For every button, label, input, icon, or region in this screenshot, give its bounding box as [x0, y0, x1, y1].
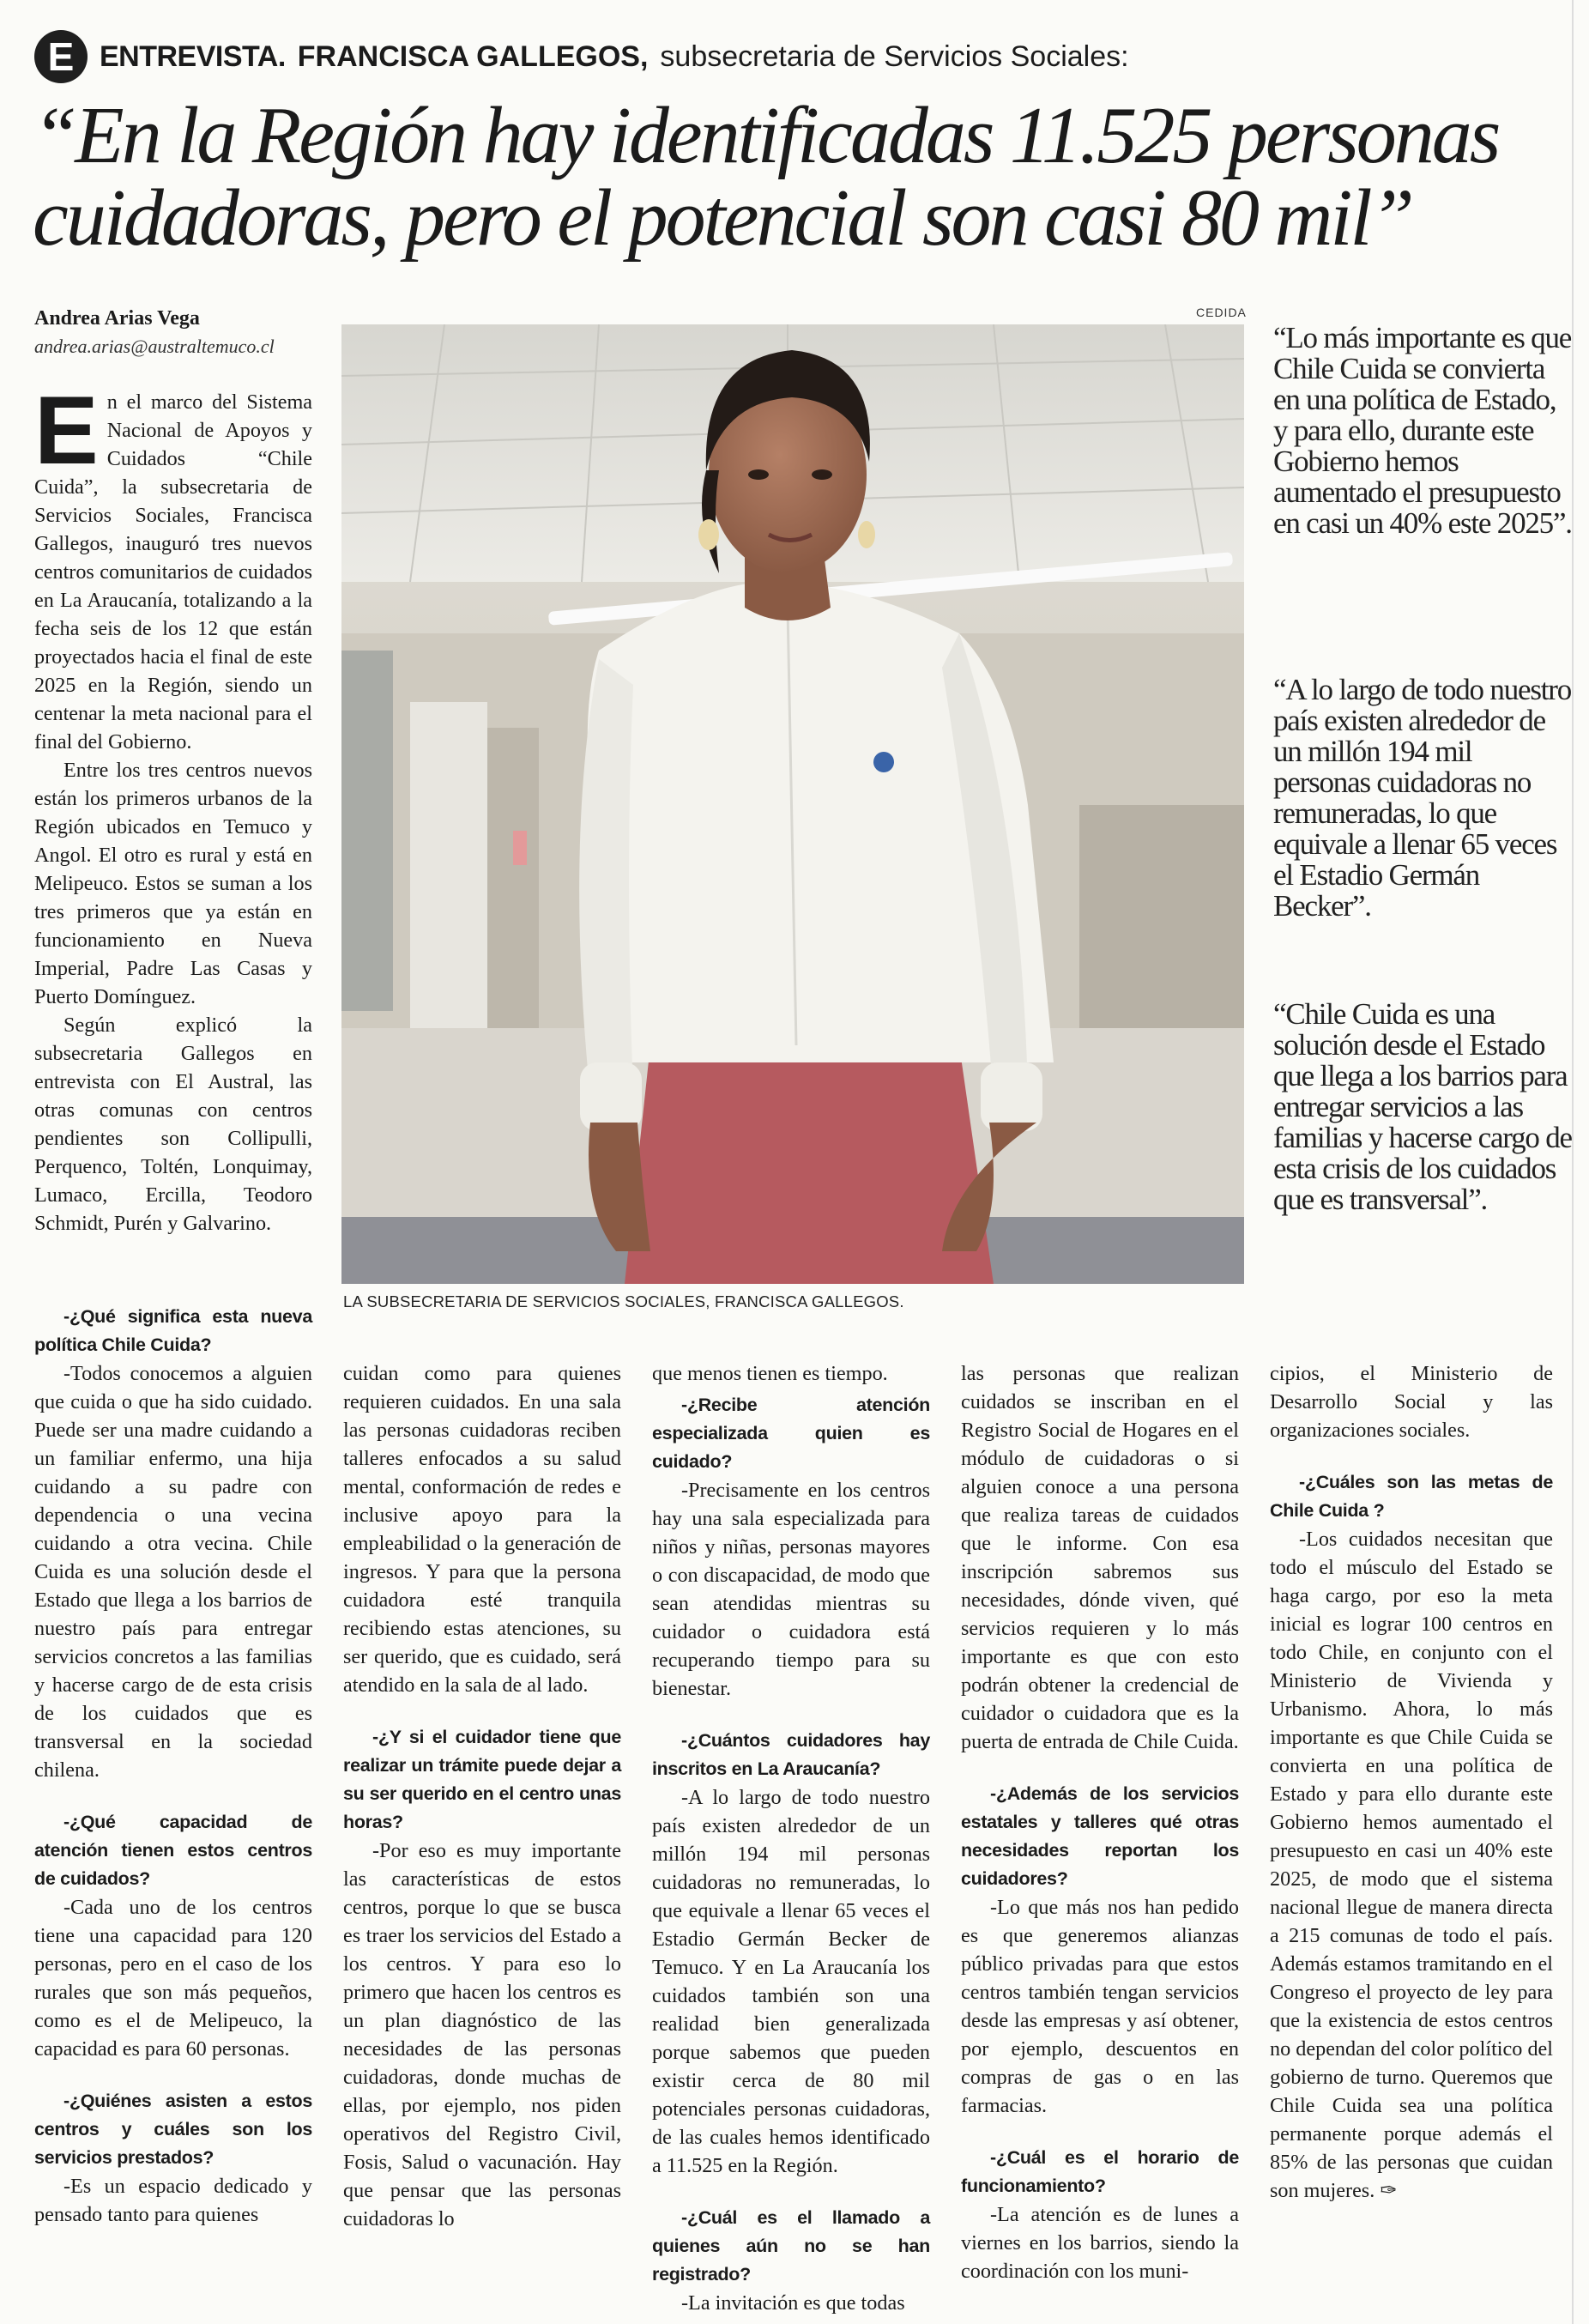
question-8: -¿Además de los servicios estatales y talleres qué otras necesidades reportan los cuidadores? — [961, 1783, 1239, 1889]
body-column-1 — [34, 1303, 312, 2229]
answer-4: -Por eso es muy importante las características de estos centros, porque lo que se busca es traer los servicios del Estado a los centros. Y para eso lo primero que hacen los centros es un plan diagnóstico de las necesidades de las personas cuidadoras, donde muchas de ellas, por ejemplo, nos piden operativos del Registro Civil, Fosis, Salud o vacunación. Hay que pensar que las personas cuidadoras lo — [343, 1839, 621, 2230]
question-9: -¿Cuál es el horario de funcionamiento? — [961, 2147, 1239, 2196]
answer-3: -Es un espacio dedicado y pensado tanto para quienes — [34, 2175, 312, 2226]
section-label: ENTREVISTA. — [100, 39, 286, 73]
headline — [33, 91, 1560, 263]
answer-2: -Cada uno de los centros tiene una capacidad para 120 personas, pero en el caso de los rurales que son más pequeños, como es el de Melipeuco, la capacidad es para 60 personas. — [34, 1896, 312, 2061]
pull-quote-3: “Chile Cuida es una solución desde el Estado que llega a los barrios para entregar servicios a las familias y hacerse cargo de esta crisis de los cuidados que es transversal”. — [1273, 997, 1572, 1216]
pull-quote-2: “A lo largo de todo nuestro país existen alrededor de un millón 194 mil personas cuidadoras no remuneradas, lo que equivale a llenar 65 veces el Estadio Germán Becker”. — [1273, 673, 1572, 923]
photo-caption: LA SUBSECRETARIA DE SERVICIOS SOCIALES, FRANCISCA GALLEGOS. — [343, 1292, 904, 1310]
page-edge-rule — [1572, 0, 1574, 2324]
answer-9-cont: cipios, el Ministerio de Desarrollo Social y las organizaciones sociales. — [1270, 1362, 1553, 1442]
pull-quote-1: “Lo más importante es que Chile Cuida se convierta en una política de Estado, y para ello, durante este Gobierno hemos aumentado el presupuesto en casi un 40% este 2025”. — [1273, 321, 1572, 540]
question-10: -¿Cuáles son las metas de Chile Cuida ? — [1270, 1472, 1553, 1521]
answer-4-cont: que menos tienen es tiempo. — [652, 1362, 888, 1385]
interviewee-name: FRANCISCA GALLEGOS, — [297, 39, 649, 73]
body-column-4 — [961, 1359, 1239, 2285]
question-1: -¿Qué significa esta nueva política Chile Cuida? — [34, 1306, 312, 1355]
lead-paragraph-1: En el marco del Sistema Nacional de Apoyos y Cuidados “Chile Cuida”, la subsecretaria de Servicios Sociales, Francisca Gallegos, inauguró tres nuevos centros comunitarios de cuidados en La Araucanía, totalizando a la fecha seis de los 12 que están proyectados hacia el final de este 2025 en la Región, siendo un centenar la meta nacional para el final del Gobierno. — [34, 377, 312, 753]
lead-column — [34, 377, 312, 1238]
answer-7-cont: las personas que realizan cuidados se inscriban en el Registro Social de Hogares en el módulo de cuidadoras o si alguien conoce a una persona que realiza tareas de cuidados que le informe. Con esa inscripción sabremos sus necesidades, dónde viven, qué servicios requieren y lo más importante es que con esto podrán obtener la credencial de cuidador o cuidadora que es la puerta de entrada de Chile Cuida. — [961, 1362, 1239, 1753]
kicker — [34, 22, 1129, 91]
lead-paragraph-2: Entre los tres centros nuevos están los primeros urbanos de la Región ubicados en Temuco y Angol. El otro es rural y está en Melipeuco. Estos se suman a los tres primeros que ya están en funcionamiento en Nueva Imperial, Padre Las Casas y Puerto Domínguez. — [34, 759, 312, 1008]
author-name: Andrea Arias Vega — [34, 307, 200, 330]
interviewee-role: subsecretaria de Servicios Sociales: — [660, 39, 1129, 73]
photo-credit: CEDIDA — [1196, 306, 1247, 319]
headline-line-1: “En la Región hay identificadas 11.525 personas — [33, 91, 1499, 180]
answer-5: -Precisamente en los centros hay una sala especializada para niños y niñas, personas mayores o con discapacidad, de modo que sean atendidas mientras su cuidador o cuidadora está recuperando tiempo para su bienestar. — [652, 1479, 930, 1700]
question-6: -¿Cuántos cuidadores hay inscritos en La Araucanía? — [652, 1730, 930, 1779]
headline-line-2: cuidadoras, pero el potencial son casi 80 mil” — [33, 173, 1412, 263]
answer-1: -Todos conocemos a alguien que cuida o que ha sido cuidado. Puede ser una madre cuidando a un familiar enfermo, una hija cuidando a su padre con dependencia o una vecina cuidando a otra vecina. Chile Cuida es una solución desde el Estado que llega a los barrios de nuestro país para entregar servicios concretos a las familias y hacerse cargo de de esta crisis de los cuidados que es transversal en la sociedad chilena. — [34, 1362, 312, 1782]
body-column-3 — [652, 1359, 930, 2317]
portrait-illustration — [341, 324, 1244, 1284]
answer-3-cont: cuidan como para quienes requieren cuidados. En una sala las personas cuidadoras reciben talleres enfocados a su salud mental, conformación de redes e inclusive apoyo para la empleabilidad o la generación de ingresos. Y para que la persona cuidadora esté tranquila recibiendo estas atenciones, su ser querido, que es cuidado, será atendido en la sala de al lado. — [343, 1362, 621, 1697]
answer-8: -Lo que más nos han pedido es que generemos alianzas público privadas para que estos centros también tengan servicios desde las empresas y así obtener, por ejemplo, descuentos en compras de gas o en las farmacias. — [961, 1896, 1239, 2117]
author-email[interactable]: andrea.arias@australtemuco.cl — [34, 336, 275, 357]
drop-cap: E — [34, 377, 99, 484]
body-column-2 — [343, 1359, 621, 2233]
question-5: -¿Recibe atención especializada quien es cuidado? — [652, 1395, 930, 1472]
question-2: -¿Qué capacidad de atención tienen estos centros de cuidados? — [34, 1812, 312, 1889]
question-7: -¿Cuál es el llamado a quienes aún no se han registrado? — [652, 2207, 930, 2285]
answer-6: -A lo largo de todo nuestro país existen alrededor de un millón 194 mil personas cuidadoras no remuneradas, lo que equivale a llenar 65 veces el Estadio Germán Becker de Temuco. Y en La Araucanía los cuidados también son una realidad bien generalizada porque sabemos que pueden existir cerca de 80 mil potenciales personas cuidadoras, de las cuales hemos identificado a 11.525 en la Región. — [652, 1786, 930, 2177]
question-4: -¿Y si el cuidador tiene que realizar un trámite puede dejar a su ser querido en el centro unas horas? — [343, 1727, 621, 1832]
end-mark-icon: ✑ — [1380, 2179, 1398, 2202]
question-3: -¿Quiénes asisten a estos centros y cuáles son los servicios prestados? — [34, 2091, 312, 2168]
portrait-photo — [341, 324, 1244, 1284]
section-badge: E — [34, 30, 88, 83]
answer-9: -La atención es de lunes a viernes en los barrios, siendo la coordinación con los muni- — [961, 2203, 1239, 2283]
lead-paragraph-3: Según explicó la subsecretaria Gallegos en entrevista con El Austral, las otras comunas con centros pendientes son Collipulli, Perquenco, Toltén, Lonquimay, Lumaco, Ercilla, Teodoro Schmidt, Purén y Galvarino. — [34, 1014, 312, 1235]
answer-10: -Los cuidados necesitan que todo el músculo del Estado se haga cargo, por eso la meta inicial es lograr 100 centros en todo Chile, en conjunto con el Ministerio de Vivienda y Urbanismo. Ahora, lo más importante es que Chile Cuida se convierta en una política de Estado y para ello durante este Gobierno hemos aumentado el presupuesto en casi un 40% este 2025, de modo que el sistema nacional llegue de manera directa a 215 comunas de todo el país. Además estamos tramitando en el Congreso el proyecto de ley para que la existencia de estos centros no dependan del color político del gobierno de turno. Queremos que Chile Cuida sea una política permanente porque además el 85% de las personas que cuidan son mujeres. ✑ — [1270, 1528, 1553, 2202]
body-column-5 — [1270, 1359, 1553, 2205]
answer-7: -La invitación es que todas — [681, 2291, 905, 2315]
byline — [34, 307, 326, 358]
